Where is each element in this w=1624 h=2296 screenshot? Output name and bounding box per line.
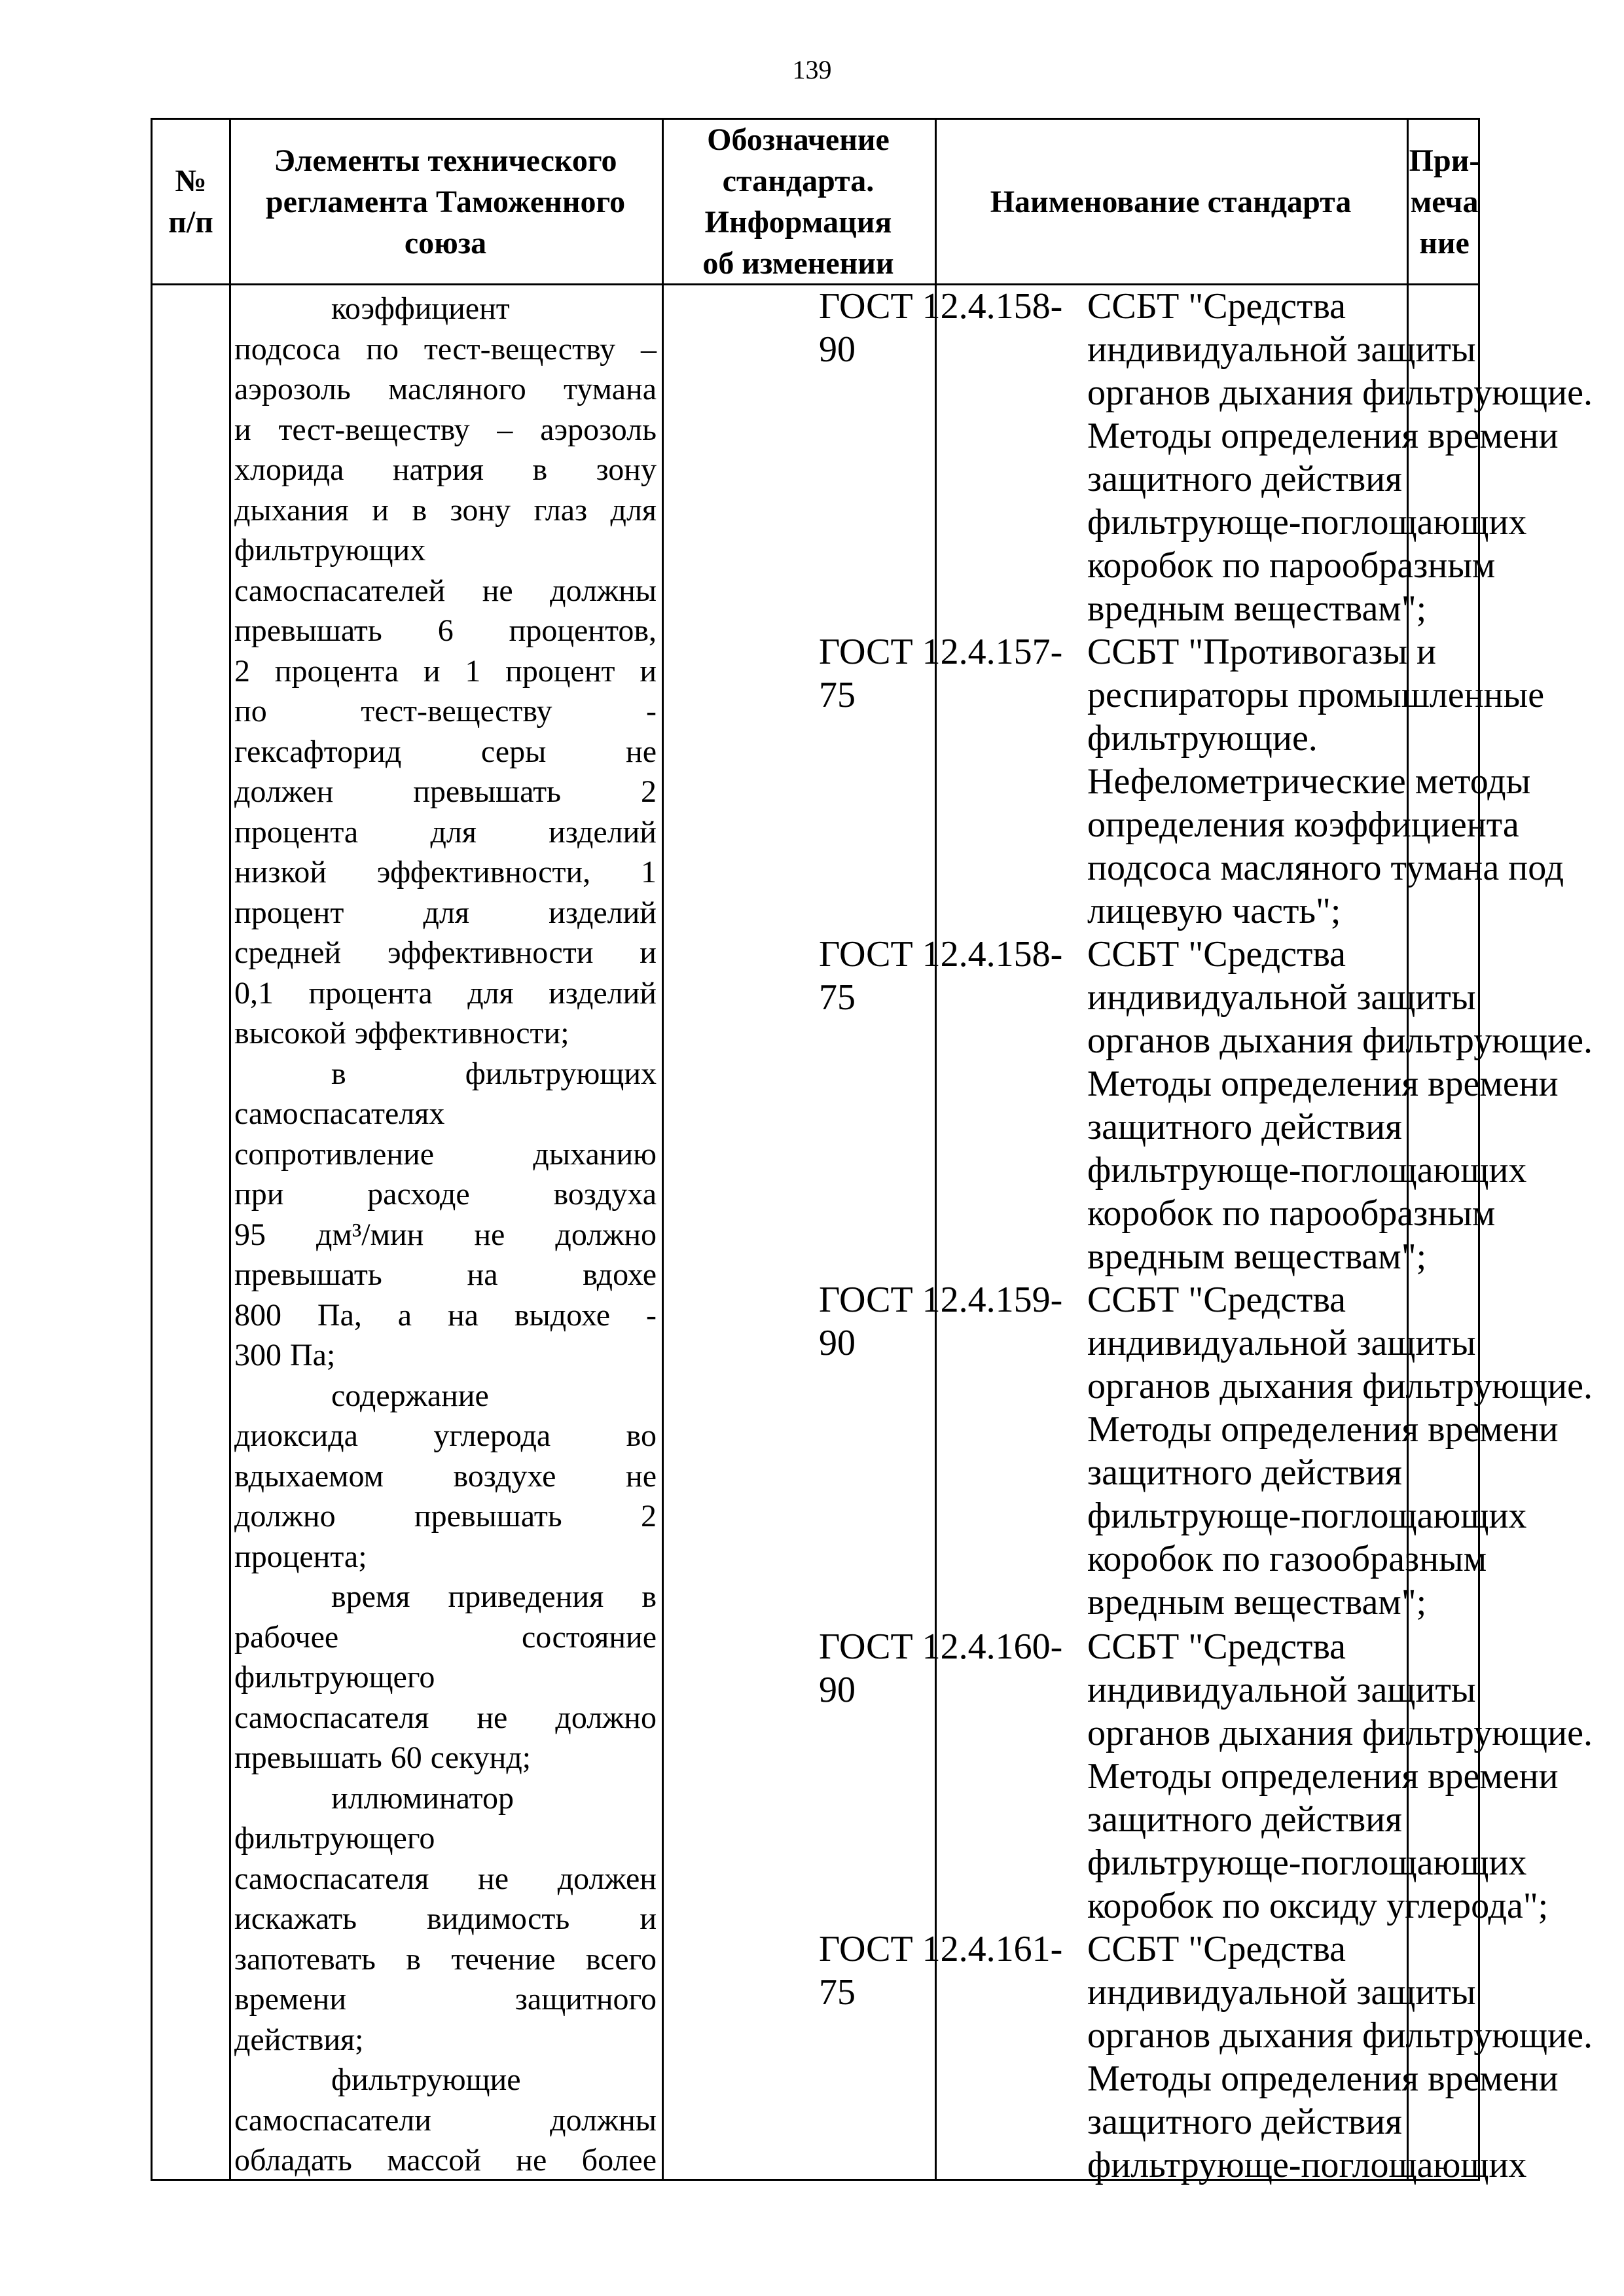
text-line: коэффициент [331, 291, 510, 326]
text-line: 300 Па; [234, 1338, 336, 1372]
text-line: диоксида углерода во [234, 1418, 657, 1453]
header-number: № п/п [168, 164, 213, 240]
text-line: процент для изделий [234, 895, 657, 930]
text-line: при расходе воздуха [234, 1177, 657, 1211]
text-line: 0,1 процента для изделий [234, 975, 657, 1011]
text-line: в фильтрующих [331, 1056, 657, 1091]
standard-name-3: ССБТ "Средства индивидуальной защиты органов дыхания фильтрующие. Методы определения времени защитного действия фильтрующе-поглощающих коробок по парообразным вредным веществам"; [1087, 934, 1593, 1277]
text-line: 95 дм³/мин не должно [234, 1217, 657, 1252]
text-line: самоспасателя не должен [234, 1861, 657, 1896]
standard-code-2: ГОСТ 12.4.157- 75 [819, 632, 1063, 715]
header-note: При- меча ние [1409, 143, 1480, 260]
standard-name-4: ССБТ "Средства индивидуальной защиты органов дыхания фильтрующие. Методы определения времени защитного действия фильтрующе-поглощающих коробок по газообразным вредным веществам"; [1087, 1280, 1593, 1623]
text-line: самоспасатели должны [234, 2102, 657, 2138]
standard-name-6: ССБТ "Средства индивидуальной защиты органов дыхания фильтрующие. Методы определения времени защитного действия фильтрующе-поглощающих [1087, 1929, 1593, 2185]
standard-name-1: ССБТ "Средства индивидуальной защиты органов дыхания фильтрующие. Методы определения времени защитного действия фильтрующе-поглощающих коробок по парообразным вредным веществам"; [1087, 286, 1593, 629]
text-line: обладать массой не более [234, 2143, 657, 2178]
text-line: времени защитного [234, 1982, 657, 2017]
standard-code-6: ГОСТ 12.4.161- 75 [819, 1929, 1063, 2013]
column-divider [229, 120, 231, 2179]
text-line: фильтрующих [234, 533, 426, 567]
text-line: подсоса по тест-веществу – [234, 331, 657, 367]
text-line: гексафторид серы не [234, 734, 657, 769]
text-line: фильтрующего [234, 1821, 435, 1856]
text-line: и тест-веществу – аэрозоль [234, 412, 657, 447]
column-divider [935, 120, 937, 2179]
text-line: самоспасателей не должны [234, 573, 657, 608]
text-line: рабочее состояние [234, 1619, 657, 1655]
text-line: запотевать в течение всего [234, 1941, 657, 1977]
text-line: превышать на вдохе [234, 1257, 657, 1292]
header-elements: Элементы технического регламента Таможенного союза [265, 143, 626, 260]
text-line: вдыхаемом воздухе не [234, 1458, 657, 1494]
page-number: 139 [792, 55, 832, 84]
text-line: аэрозоль масляного тумана [234, 372, 657, 406]
text-line: должно превышать 2 [234, 1499, 657, 1534]
text-line: по тест-веществу - [234, 694, 657, 728]
header-standard-name: Наименование стандарта [990, 184, 1352, 219]
text-line: 2 процента и 1 процент и [234, 653, 657, 689]
text-line: превышать 6 процентов, [234, 613, 657, 648]
text-line: 800 Па, а на выдохе - [234, 1297, 657, 1333]
text-line: должен превышать 2 [234, 774, 657, 809]
text-line: низкой эффективности, 1 [234, 855, 657, 889]
text-line: самоспасателях [234, 1096, 445, 1131]
text-line: хлорида натрия в зону [234, 452, 657, 487]
requirements-text [234, 289, 657, 2181]
standard-code-3: ГОСТ 12.4.158- 75 [819, 934, 1063, 1018]
text-line: иллюминатор [331, 1780, 514, 1816]
standard-name-5: ССБТ "Средства индивидуальной защиты органов дыхания фильтрующие. Методы определения времени защитного действия фильтрующе-поглощающих коробок по оксиду углерода"; [1087, 1626, 1593, 1926]
text-line: средней эффективности и [234, 935, 657, 970]
text-line: процента; [234, 1539, 367, 1574]
standard-code-4: ГОСТ 12.4.159- 90 [819, 1280, 1063, 1363]
text-line: содержание [331, 1378, 489, 1413]
header-designation: Обозначение стандарта. Информация об изменении [702, 122, 894, 281]
column-divider [662, 120, 664, 2179]
standard-name-2: ССБТ "Противогазы и респираторы промышленные фильтрующие. Нефелометрические методы определения коэффициента подсоса масляного тумана под лицевую часть"; [1087, 632, 1564, 931]
text-line: искажать видимость и [234, 1901, 657, 1936]
standard-code-1: ГОСТ 12.4.158- 90 [819, 286, 1063, 370]
text-line: превышать 60 секунд; [234, 1740, 532, 1775]
text-line: фильтрующего [234, 1660, 435, 1695]
text-line: самоспасателя не должно [234, 1700, 657, 1735]
standards-table [151, 118, 1593, 2185]
standard-code-5: ГОСТ 12.4.160- 90 [819, 1626, 1063, 1710]
text-line: дыхания и в зону глаз для [234, 492, 657, 528]
text-line: сопротивление дыханию [234, 1136, 657, 1172]
text-line: действия; [234, 2022, 364, 2057]
text-line: высокой эффективности; [234, 1016, 569, 1050]
text-line: время приведения в [331, 1579, 657, 1614]
text-line: процента для изделий [234, 814, 657, 850]
text-line: фильтрующие [331, 2062, 521, 2097]
